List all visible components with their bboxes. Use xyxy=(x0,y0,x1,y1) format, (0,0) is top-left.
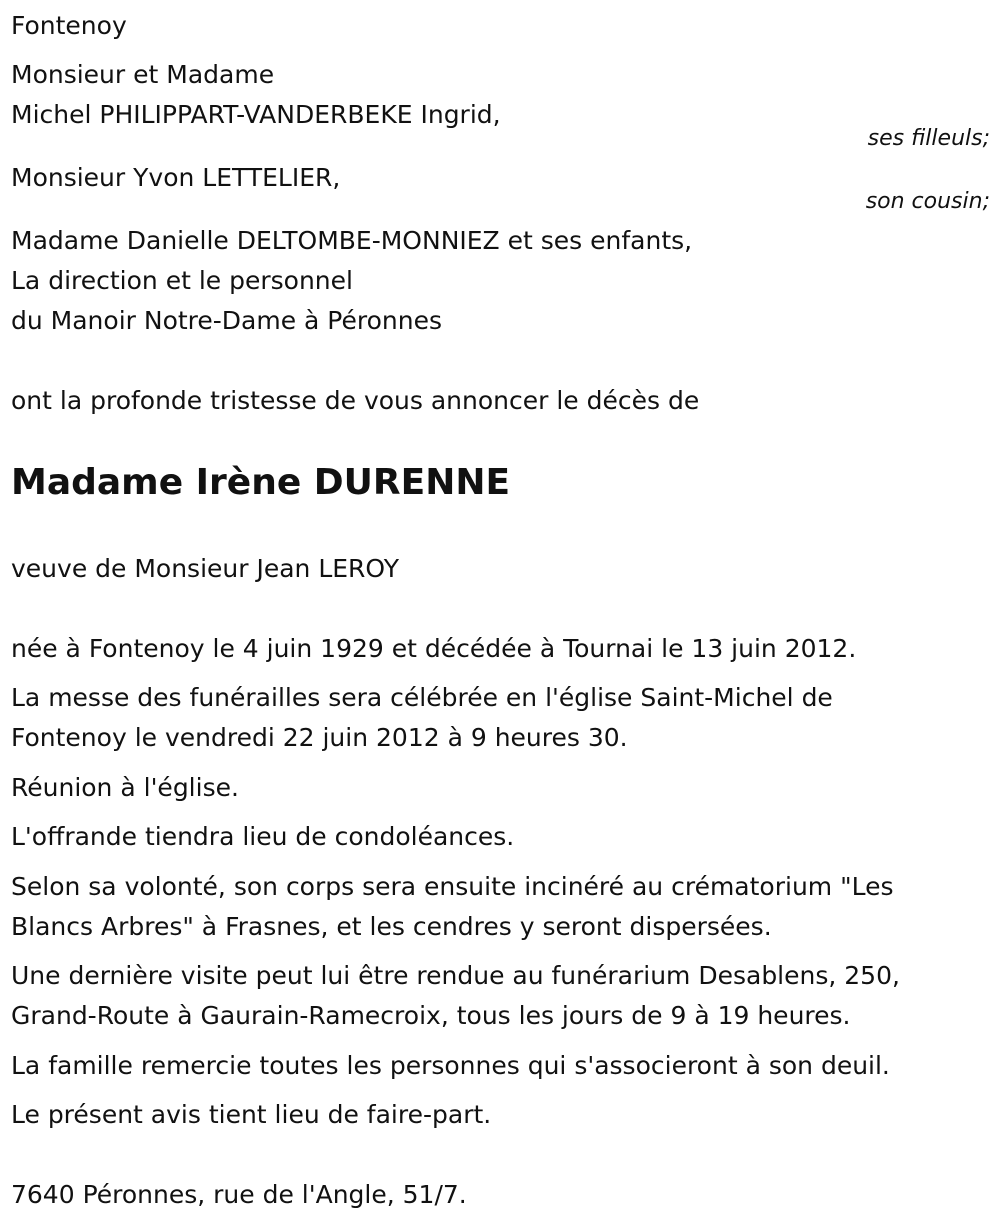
godchildren-line-1: Monsieur et Madame xyxy=(11,60,275,89)
deceased-name: Madame Irène DURENNE xyxy=(11,462,511,503)
cousin-role: son cousin; xyxy=(865,189,990,214)
funeral-mass-line-2: Fontenoy le vendredi 22 juin 2012 à 9 heures 30. xyxy=(11,723,628,752)
widow-of-line: veuve de Monsieur Jean LEROY xyxy=(11,554,400,583)
visit-line-2: Grand-Route à Gaurain-Ramecroix, tous les jours de 9 à 19 heures. xyxy=(11,1001,851,1030)
notice-line: Le présent avis tient lieu de faire-part. xyxy=(11,1100,492,1129)
cremation-line-2: Blancs Arbres" à Frasnes, et les cendres y seront dispersées. xyxy=(11,912,772,941)
other-family-line-3: du Manoir Notre-Dame à Péronnes xyxy=(11,306,442,335)
godchildren-role: ses filleuls; xyxy=(867,126,990,151)
birth-death-line: née à Fontenoy le 4 juin 1929 et décédée à Tournai le 13 juin 2012. xyxy=(11,634,857,663)
thanks-line: La famille remercie toutes les personnes qui s'associeront à son deuil. xyxy=(11,1051,890,1080)
other-family-line-2: La direction et le personnel xyxy=(11,266,353,295)
visit-line-1: Une dernière visite peut lui être rendue au funérarium Desablens, 250, xyxy=(11,961,900,990)
cousin-line: Monsieur Yvon LETTELIER, xyxy=(11,163,341,192)
address-line: 7640 Péronnes, rue de l'Angle, 51/7. xyxy=(11,1180,467,1209)
announcement-text: ont la profonde tristesse de vous annoncer le décès de xyxy=(11,386,700,415)
godchildren-line-2: Michel PHILIPPART-VANDERBEKE Ingrid, xyxy=(11,100,501,129)
other-family-line-1: Madame Danielle DELTOMBE-MONNIEZ et ses enfants, xyxy=(11,226,693,255)
offering-line: L'offrande tiendra lieu de condoléances. xyxy=(11,822,515,851)
cremation-line-1: Selon sa volonté, son corps sera ensuite incinéré au crématorium "Les xyxy=(11,872,894,901)
funeral-mass-line-1: La messe des funérailles sera célébrée en l'église Saint-Michel de xyxy=(11,683,833,712)
town-heading: Fontenoy xyxy=(11,11,127,40)
meeting-line: Réunion à l'église. xyxy=(11,773,239,802)
